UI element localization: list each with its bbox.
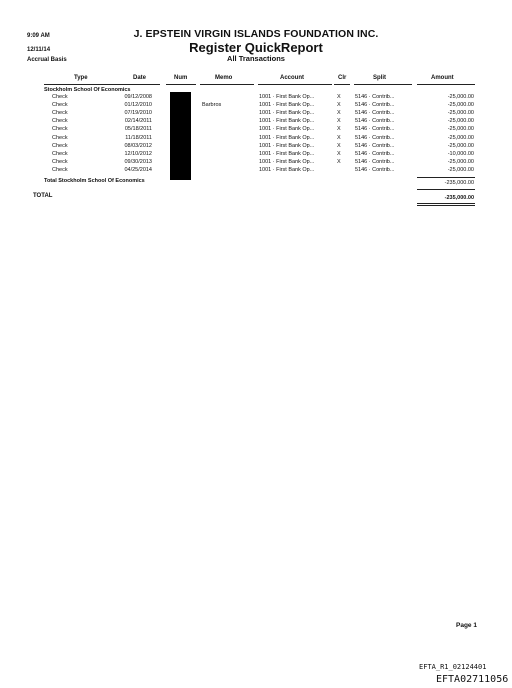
cell-split: 5146 · Contrib... [355, 102, 395, 109]
cell-amount: -25,000.00 [447, 126, 474, 133]
column-header-num: Num [174, 75, 188, 81]
cell-clr: X [337, 126, 341, 133]
cell-clr: X [337, 134, 341, 141]
cell-clr: X [337, 142, 341, 149]
cell-amount: -10,000.00 [447, 150, 474, 157]
cell-type: Check [52, 142, 68, 149]
report-time: 9:09 AM [27, 33, 50, 39]
total-value: -235,000.00 [444, 195, 474, 201]
cell-date: 02/14/2011 [124, 118, 152, 125]
cell-date: 09/30/2013 [124, 158, 152, 165]
cell-clr: X [337, 110, 341, 117]
cell-date: 07/19/2010 [124, 110, 152, 117]
cell-clr: X [337, 158, 341, 165]
column-header-date: Date [133, 75, 147, 81]
cell-date: 11/18/2011 [125, 134, 152, 141]
column-header-account: Account [280, 75, 304, 81]
cell-date: 05/18/2011 [124, 126, 152, 133]
subtotal-rule [417, 177, 475, 178]
report-subtitle: All Transactions [227, 54, 285, 63]
cell-split: 5146 · Contrib... [355, 134, 395, 141]
cell-type: Check [52, 94, 68, 100]
cell-account: 1001 · First Bank Op... [259, 150, 315, 157]
cell-amount: -25,000.00 [447, 142, 474, 149]
cell-date: 04/25/2014 [124, 166, 152, 173]
cell-clr: X [337, 102, 341, 109]
report-title: Register QuickReport [189, 40, 323, 55]
cell-split: 5146 · Contrib... [355, 118, 395, 125]
cell-amount: -25,000.00 [447, 110, 474, 117]
cell-amount: -25,000.00 [447, 94, 474, 100]
cell-account: 1001 · First Bank Op... [259, 110, 315, 117]
header-rule [200, 84, 254, 85]
header-rule [417, 84, 475, 85]
cell-clr: X [337, 94, 341, 100]
cell-type: Check [52, 118, 68, 125]
total-label: TOTAL [33, 193, 53, 199]
company-name: J. EPSTEIN VIRGIN ISLANDS FOUNDATION INC. [133, 28, 379, 40]
cell-split: 5146 · Contrib... [355, 150, 395, 157]
cell-date: 09/12/2008 [124, 94, 152, 100]
header-rule [44, 84, 124, 85]
cell-type: Check [52, 110, 68, 117]
header-rule [354, 84, 412, 85]
cell-split: 5146 · Contrib... [355, 166, 395, 173]
bates-number-small: EFTA_R1_02124401 [419, 663, 487, 671]
cell-account: 1001 · First Bank Op... [259, 134, 315, 141]
subtotal-label: Total Stockholm School Of Economics [44, 178, 145, 184]
bates-number-large: EFTA02711056 [436, 674, 509, 685]
cell-account: 1001 · First Bank Op... [259, 142, 315, 149]
cell-amount: -25,000.00 [447, 102, 474, 109]
total-rule [417, 189, 475, 190]
cell-amount: -25,000.00 [447, 166, 474, 173]
cell-type: Check [52, 166, 68, 173]
cell-type: Check [52, 126, 68, 133]
cell-split: 5146 · Contrib... [355, 142, 395, 149]
cell-clr: X [337, 150, 341, 157]
cell-amount: -25,000.00 [447, 134, 474, 141]
cell-date: 08/03/2012 [124, 142, 152, 149]
cell-account: 1001 · First Bank Op... [259, 102, 315, 109]
accounting-basis: Accrual Basis [27, 57, 67, 63]
total-double-rule [417, 205, 475, 206]
cell-account: 1001 · First Bank Op... [259, 118, 315, 125]
report-date: 12/11/14 [27, 47, 51, 53]
column-header-amount: Amount [431, 75, 454, 81]
header-rule [258, 84, 332, 85]
subtotal-value: -235,000.00 [444, 180, 474, 186]
header-rule [334, 84, 350, 85]
cell-split: 5146 · Contrib... [355, 94, 395, 100]
cell-clr: X [337, 118, 341, 125]
column-header-type: Type [74, 75, 88, 81]
cell-account: 1001 · First Bank Op... [259, 126, 315, 133]
cell-type: Check [52, 150, 68, 157]
cell-date: 01/12/2010 [124, 102, 152, 109]
cell-split: 5146 · Contrib... [355, 126, 395, 133]
cell-type: Check [52, 158, 68, 165]
column-header-clr: Clr [338, 75, 347, 81]
column-header-memo: Memo [215, 75, 233, 81]
cell-date: 12/10/2012 [124, 150, 152, 157]
total-double-rule [417, 203, 475, 204]
cell-split: 5146 · Contrib... [355, 110, 395, 117]
cell-account: 1001 · First Bank Op... [259, 158, 315, 165]
cell-account: 1001 · First Bank Op... [259, 94, 315, 100]
cell-type: Check [52, 134, 68, 141]
cell-memo: Barbros [202, 102, 222, 109]
cell-type: Check [52, 102, 68, 109]
cell-split: 5146 · Contrib... [355, 158, 395, 165]
header-rule [120, 84, 160, 85]
group-title: Stockholm School Of Economics [44, 87, 131, 93]
cell-account: 1001 · First Bank Op... [259, 166, 315, 173]
cell-amount: -25,000.00 [447, 158, 474, 165]
redaction-block [170, 92, 191, 180]
page-number: Page 1 [456, 622, 477, 629]
cell-amount: -25,000.00 [447, 118, 474, 125]
column-header-split: Split [373, 75, 386, 81]
header-rule [166, 84, 196, 85]
